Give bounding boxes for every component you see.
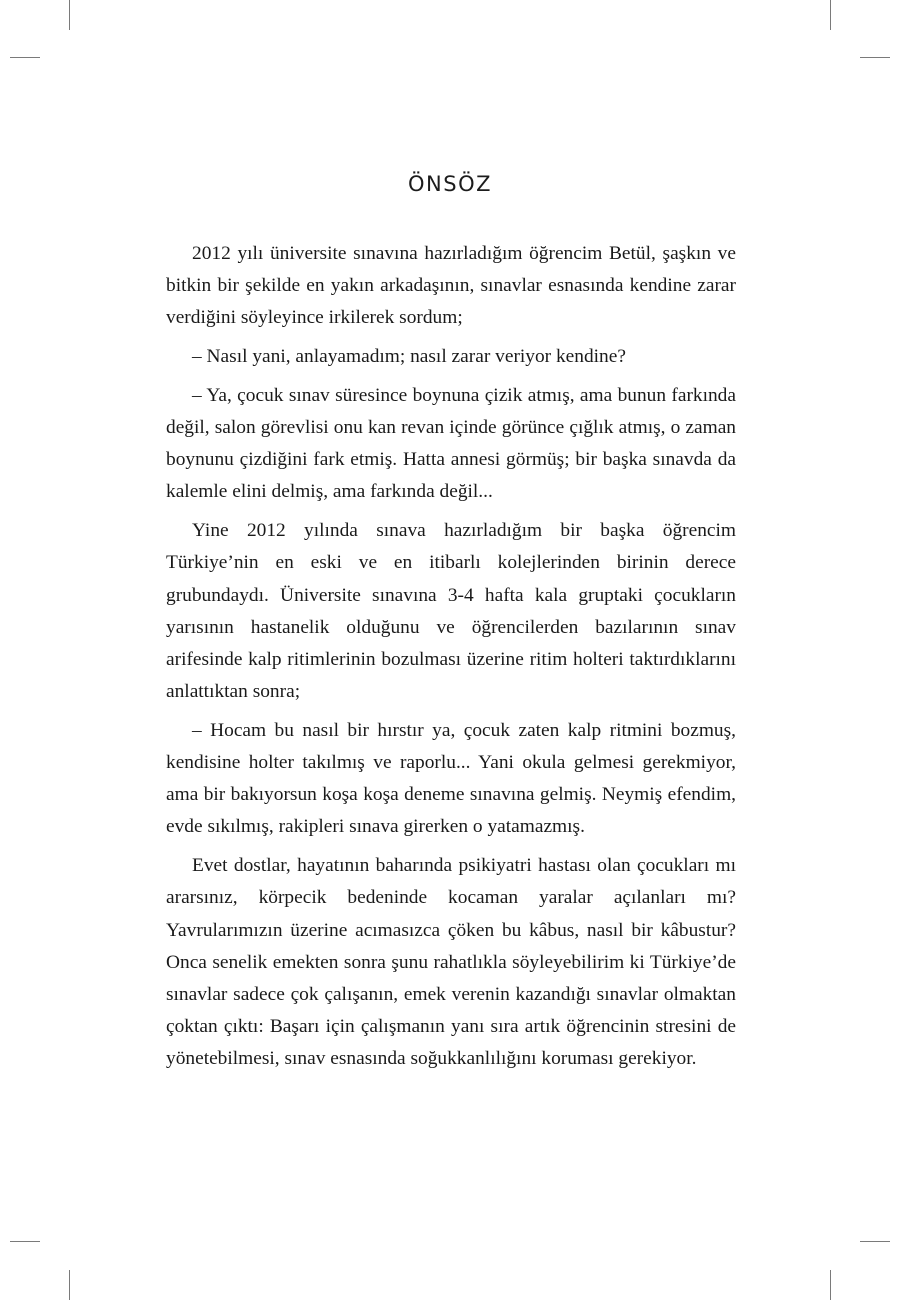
page-title: ÖNSÖZ	[408, 172, 492, 196]
crop-mark-left-top	[10, 57, 40, 58]
crop-mark-right-top	[860, 57, 890, 58]
paragraph: 2012 yılı üniversite sınavına hazırladığım öğrencim Betül, şaşkın ve bitkin bir şekilde en yakın arkadaşının, sınavlar esnasında kendine zarar verdiğini söyleyince irkilerek sordum;	[166, 243, 736, 329]
paragraph: Yine 2012 yılında sınava hazırladığım bir başka öğrencim Türkiye’nin en eski ve en itibarlı kolejlerinden birinin derece grubundaydı. Üniversite sınavına 3-4 hafta kala gruptaki çocukların yarısının hastanelik olduğunu ve öğrencilerden bazılarının sınav arifesinde kalp ritimlerinin bozulması üzerine ritim holteri taktırdıklarını anlattıktan sonra;	[166, 520, 736, 703]
paragraph: Evet dostlar, hayatının baharında psikiyatri hastası olan çocukları mı ararsınız, körpecik bedeninde kocaman yaralar açılanları mı? Yavrularımızın üzerine acımasızca çöken bu kâbus, nasıl bir kâbustur? Onca senelik emekten sonra şunu rahatlıkla söyleyebilirim ki Türkiye’de sınavlar sadece çok çalışanın, emek verenin kazandığı sınavlar olmaktan çoktan çıktı: Başarı için çalışmanın yanı sıra artık öğrencinin stresini de yönetebilmesi, sınav esnasında soğukkanlılığını koruması gerekiyor.	[166, 855, 736, 1070]
paragraph: – Nasıl yani, anlayamadım; nasıl zarar veriyor kendine?	[192, 346, 626, 368]
crop-mark-left-bottom	[10, 1241, 40, 1242]
crop-mark-bottom-left	[69, 1270, 70, 1300]
crop-mark-top-left	[69, 0, 70, 30]
crop-mark-bottom-right	[830, 1270, 831, 1300]
crop-mark-right-bottom	[860, 1241, 890, 1242]
crop-mark-top-right	[830, 0, 831, 30]
paragraph: – Ya, çocuk sınav süresince boynuna çizik atmış, ama bunun farkında değil, salon görevlisi onu kan revan içinde görünce çığlık atmış, o zaman boynunu çizdiğini fark etmiş. Hatta annesi görmüş; bir başka sınavda da kalemle elini delmiş, ama farkında değil...	[166, 384, 736, 503]
paragraph: – Hocam bu nasıl bir hırstır ya, çocuk zaten kalp ritmini bozmuş, kendisine holter takılmış ve raporlu... Yani okula gelmesi gerekmiyor, ama bir bakıyorsun koşa koşa deneme sınavına gelmiş. Neymiş efendim, evde sıkılmış, rakipleri sınava girerken o yatamazmış.	[166, 719, 736, 838]
body-text	[166, 238, 736, 1082]
